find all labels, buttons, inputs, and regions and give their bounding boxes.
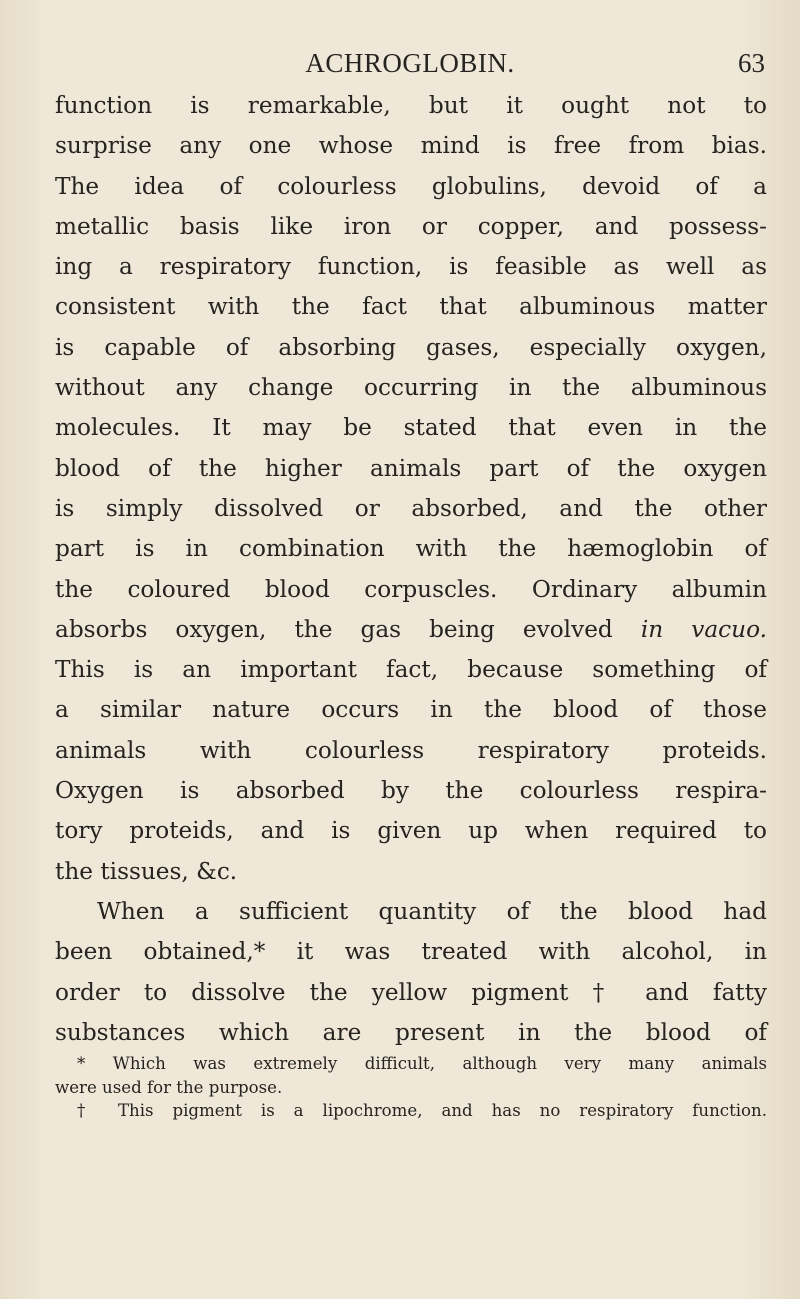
body-text [55, 86, 767, 1053]
text-line: molecules. It may be stated that even in the [55, 414, 767, 442]
text-line: order to dissolve the yellow pigment † and fatty [55, 978, 767, 1006]
footnote-line: * Which was extremely difficult, although very many animals [77, 1054, 767, 1073]
footnotes [55, 1052, 767, 1123]
page-number: 63 [738, 48, 765, 78]
text-line: This is an important fact, because something of [55, 656, 767, 684]
footnote-line: † This pigment is a lipochrome, and has no respiratory function. [77, 1101, 767, 1120]
text-line: The idea of colourless globulins, devoid of a [55, 172, 767, 200]
text-line: a similar nature occurs in the blood of those [55, 696, 767, 724]
text-line: is simply dissolved or absorbed, and the other [55, 494, 767, 522]
text-line: without any change occurring in the albuminous [55, 374, 767, 402]
page-header [55, 44, 765, 84]
text-line: tory proteids, and is given up when required to [55, 817, 767, 845]
running-title: ACHROGLOBIN. [305, 48, 515, 78]
text-line: animals with colourless respiratory proteids. [55, 736, 767, 764]
text-line: blood of the higher animals part of the oxygen [55, 454, 767, 482]
italic-phrase: in vacuo. [640, 615, 767, 643]
text-segment: absorbs oxygen, the gas being evolved [55, 615, 613, 643]
text-line: the coloured blood corpuscles. Ordinary albumin [55, 575, 767, 603]
text-line [55, 610, 767, 650]
text-line: substances which are present in the blood of [55, 1018, 767, 1046]
text-line: function is remarkable, but it ought not to [55, 92, 767, 119]
text-line: surprise any one whose mind is free from bias. [55, 132, 767, 160]
text-line: When a sufficient quantity of the blood had [97, 897, 767, 925]
text-line: is capable of absorbing gases, especially oxygen, [55, 333, 767, 361]
text-line: ing a respiratory function, is feasible as well as [55, 253, 767, 281]
text-line: been obtained,* it was treated with alcohol, in [55, 938, 767, 966]
text-line: the tissues, &c. [55, 857, 238, 885]
text-line: metallic basis like iron or copper, and possess- [55, 212, 767, 240]
text-line: part is in combination with the hæmoglobin of [55, 535, 767, 563]
footnote-line: were used for the purpose. [55, 1077, 283, 1097]
text-line: Oxygen is absorbed by the colourless respira- [55, 777, 767, 805]
text-line: consistent with the fact that albuminous matter [55, 293, 767, 321]
